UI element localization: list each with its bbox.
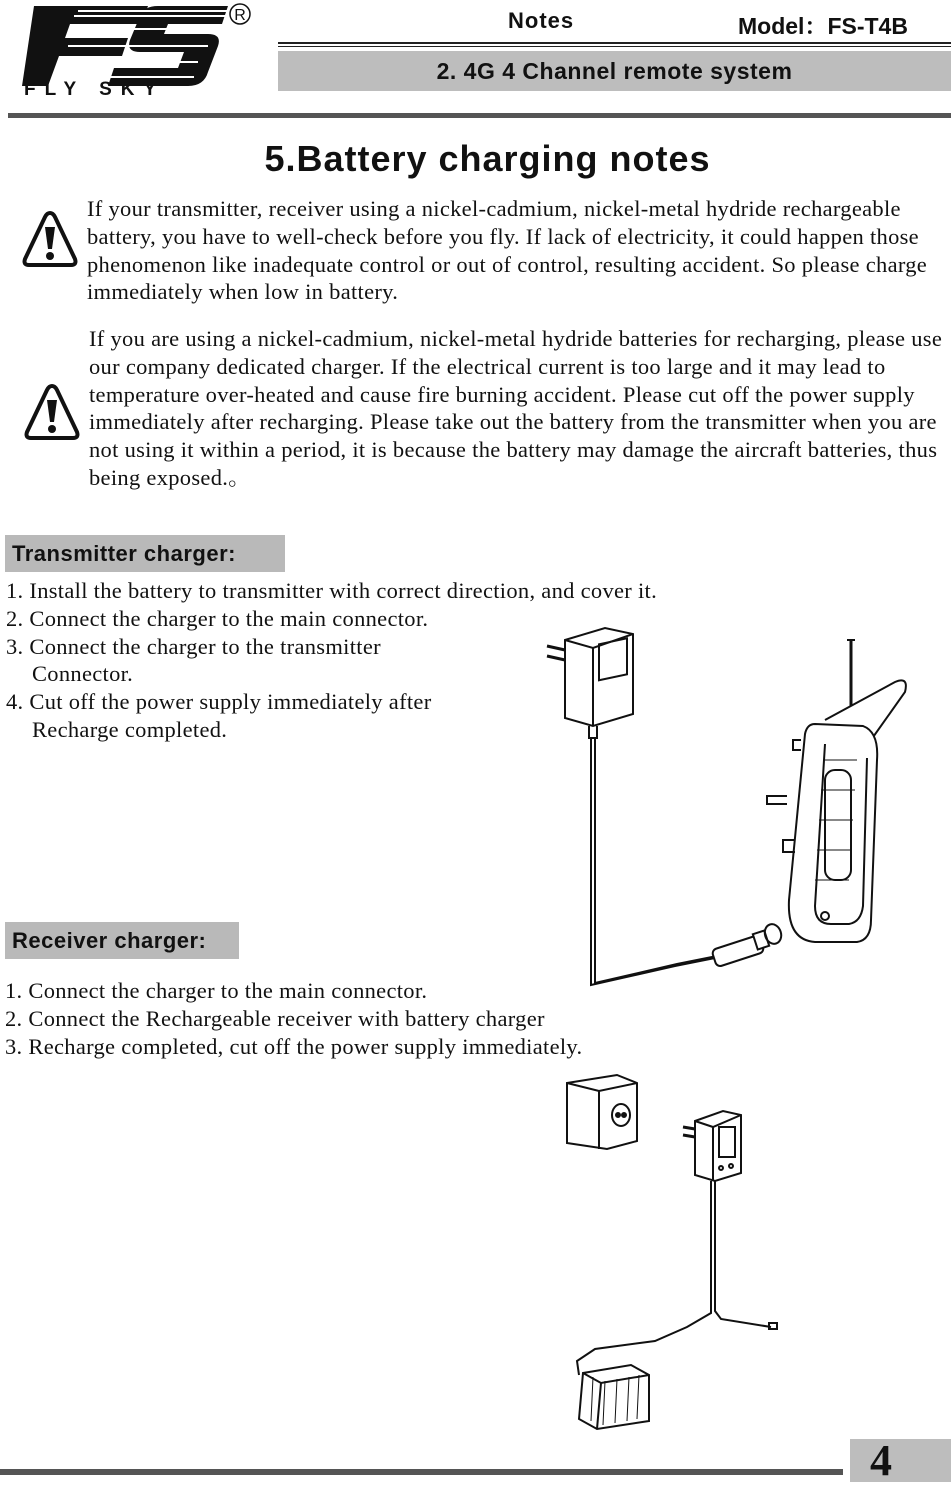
receiver-adapter-icon: [683, 1111, 741, 1181]
bottom-divider: [0, 1469, 843, 1475]
list-item: 3. Recharge completed, cut off the power supply immediately.: [5, 1033, 583, 1059]
receiver-charger-illustration: [555, 1065, 785, 1435]
header-model-label: Model：FS-T4B: [738, 13, 908, 39]
warning-triangle-icon: [24, 382, 80, 442]
top-divider: [8, 113, 951, 118]
list-item-continuation: Recharge completed.: [32, 716, 228, 742]
receiver-steps-list: [5, 977, 582, 1060]
page-number: 4: [870, 1436, 892, 1485]
logo-wordmark: FLY SKY: [24, 79, 166, 98]
list-item: 2. Connect the charger to the main connector.: [6, 605, 429, 631]
header-rule: [278, 46, 951, 47]
list-item: 2. Connect the Rechargeable receiver with battery charger: [5, 1005, 545, 1031]
battery-pack-icon: [579, 1365, 649, 1429]
warning-text: If you are using a nickel-cadmium, nickel-metal hydride batteries for recharging, please use our company dedicated charger. If the electrical current is too large and it may lead to temperature over-heated and cause fire burning accident. Please cut off the power supply immediately after recharging. Please take out the battery from the transmitter when you are not using it within a period, it is because the battery may damage the aircraft batteries, thus being exposed.。: [89, 326, 943, 490]
receiver-charger-heading: Receiver charger:: [5, 922, 239, 959]
transmitter-charger-heading: Transmitter charger:: [5, 535, 285, 572]
list-item: 3. Connect the charger to the transmitter: [6, 633, 381, 659]
header-subtitle-bar: [278, 51, 951, 91]
flysky-logo: [18, 2, 263, 98]
wall-adapter-icon: [547, 628, 633, 738]
transmitter-charger-illustration: [525, 620, 945, 1000]
warning-text: If your transmitter, receiver using a nickel-cadmium, nickel-metal hydride rechargeable battery, you have to well-check before you fly. If lack of electricity, it could happen those phenomenon like inadequate control or out of control, resulting accident. So please charge immediately when low in battery.: [87, 196, 928, 305]
logo-registered-mark: R: [234, 7, 246, 24]
header-subtitle: 2. 4G 4 Channel remote system: [436, 58, 793, 84]
header-rule: [278, 42, 951, 44]
list-item: 1. Connect the charger to the main connector.: [5, 978, 428, 1003]
list-item: 1. Install the battery to transmitter with correct direction, and cover it.: [6, 578, 658, 603]
connector-plug-icon: [711, 922, 783, 967]
page-title: 5.Battery charging notes: [264, 138, 711, 179]
page-number-badge: [850, 1436, 951, 1485]
list-item: 4. Cut off the power supply immediately after: [6, 689, 432, 715]
warning-triangle-icon: [22, 209, 78, 269]
transmitter-icon: [767, 640, 906, 942]
receiver-icon: [567, 1075, 637, 1149]
header-notes-label: Notes: [508, 8, 575, 33]
list-item-continuation: Connector.: [32, 661, 134, 687]
